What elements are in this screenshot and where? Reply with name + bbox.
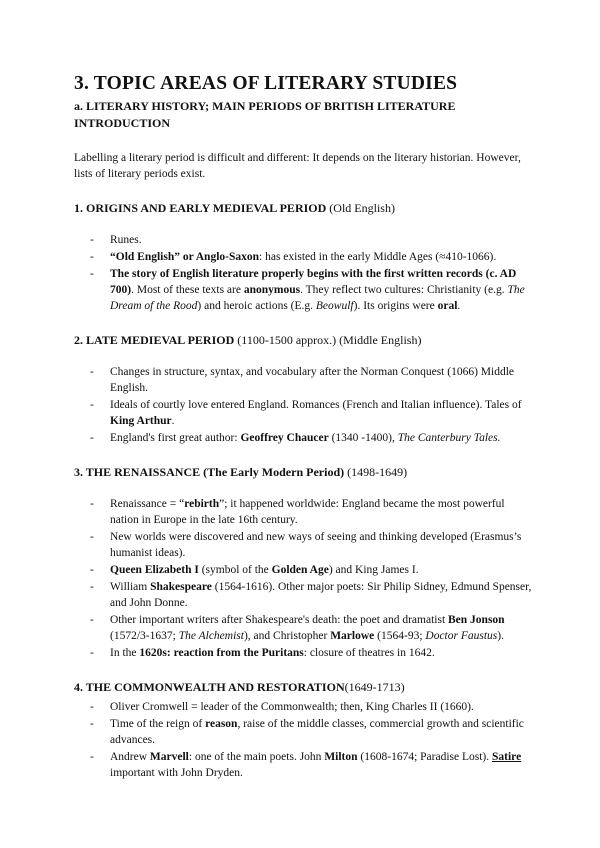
section-1-list [74, 232, 534, 314]
list-item: - Queen Elizabeth I (symbol of the Golden Age) and King James I. [74, 562, 534, 578]
list-item: - Other important writers after Shakespeare's death: the poet and dramatist Ben Jonson (1572/3-1637; The Alchemist), and Christopher Marlowe (1564-93; Doctor Faustus). [74, 612, 534, 644]
subtitle-introduction: INTRODUCTION [74, 116, 171, 130]
list-item: - Renaissance = “rebirth”; it happened worldwide: England became the most powerful nation in Europe in the late 16th century. [74, 496, 534, 528]
list-item: - Andrew Marvell: one of the main poets. John Milton (1608-1674; Paradise Lost). Satire important with John Dryden. [74, 749, 534, 781]
section-3-heading: 3. THE RENAISSANCE (The Early Modern Period) (1498-1649) [74, 465, 408, 479]
list-item: - England's first great author: Geoffrey Chaucer (1340 -1400), The Canterbury Tales. [74, 430, 534, 446]
list-item: - “Old English” or Anglo-Saxon: has existed in the early Middle Ages (≈410-1066). [74, 249, 534, 265]
list-item: - New worlds were discovered and new ways of seeing and thinking developed (Erasmus’s humanist ideas). [74, 529, 534, 561]
section-4-list [74, 699, 534, 781]
list-item: - Oliver Cromwell = leader of the Commonwealth; then, King Charles II (1660). [74, 699, 534, 715]
list-item: - Changes in structure, syntax, and vocabulary after the Norman Conquest (1066) Middle English. [74, 364, 534, 396]
section-2-heading: 2. LATE MEDIEVAL PERIOD (1100-1500 approx.) (Middle English) [74, 333, 422, 347]
list-item: - Ideals of courtly love entered England. Romances (French and Italian influence). Tales of King Arthur. [74, 397, 534, 429]
section-4-heading: 4. THE COMMONWEALTH AND RESTORATION(1649-1713) [74, 680, 405, 694]
section-2-list [74, 364, 534, 446]
list-item: - Runes. [74, 232, 534, 248]
document-page [74, 72, 534, 782]
list-item: - In the 1620s: reaction from the Puritans: closure of theatres in 1642. [74, 645, 534, 661]
list-item: - Time of the reign of reason, raise of the middle classes, commercial growth and scientific advances. [74, 716, 534, 748]
list-item: - The story of English literature properly begins with the first written records (c. AD 700). Most of these texts are anonymous. They reflect two cultures: Christianity (e.g. The Dream of the Rood) and heroic actions (E.g. Beowulf). Its origins were oral. [74, 266, 534, 314]
section-3-list [74, 496, 534, 661]
page-title: 3. TOPIC AREAS OF LITERARY STUDIES [74, 73, 458, 94]
section-1-heading: 1. ORIGINS AND EARLY MEDIEVAL PERIOD (Old English) [74, 201, 395, 215]
list-item: - William Shakespeare (1564-1616). Other major poets: Sir Philip Sidney, Edmund Spenser, and John Donne. [74, 579, 534, 611]
subtitle-literary-history: a. LITERARY HISTORY; MAIN PERIODS OF BRITISH LITERATURE [74, 99, 456, 113]
intro-paragraph: Labelling a literary period is difficult and different: It depends on the literary historian. However, lists of literary periods exist. [74, 152, 521, 180]
